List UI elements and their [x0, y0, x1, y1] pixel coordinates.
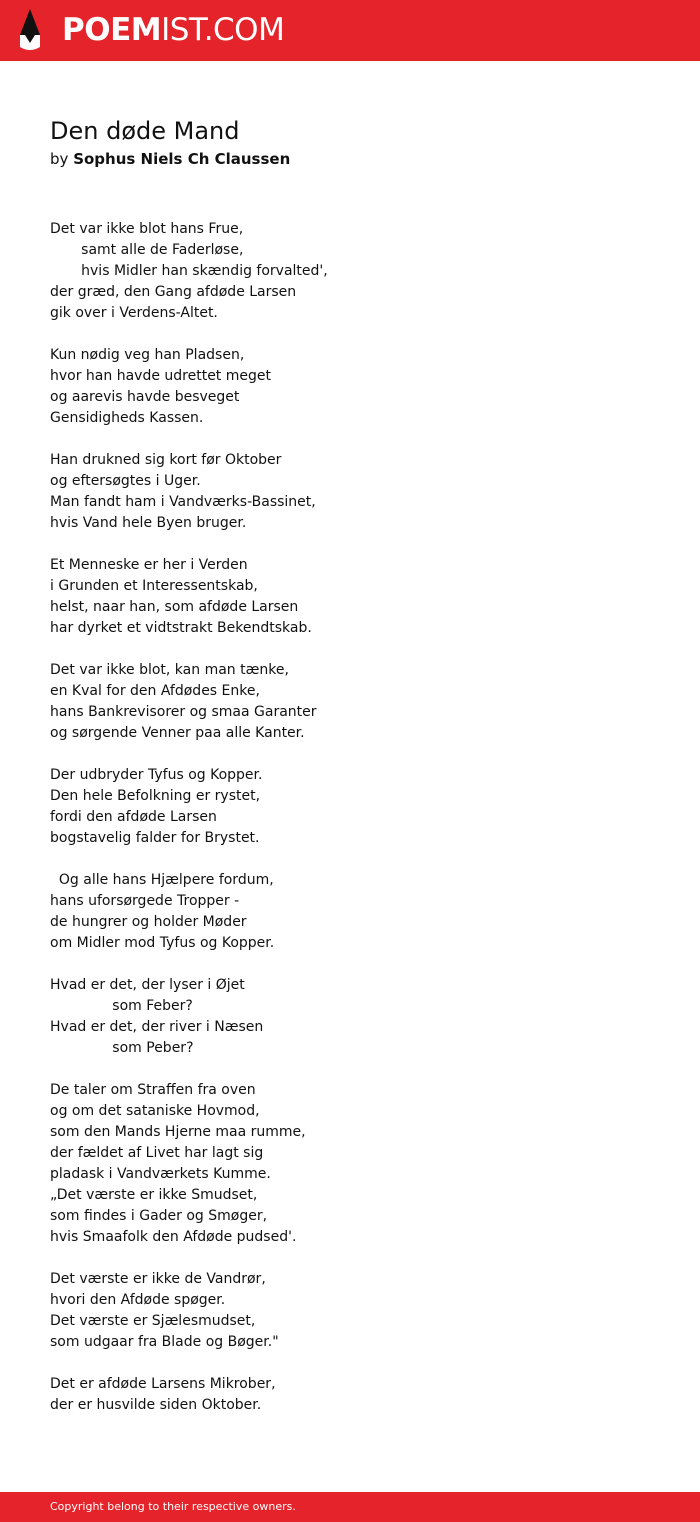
poem-line: som Feber? [50, 998, 193, 1014]
poem-line: hvis Smaafolk den Afdøde pudsed'. [50, 1229, 297, 1245]
poem-line: Hvad er det, der lyser i Øjet [50, 977, 245, 993]
poem-line: som udgaar fra Blade og Bøger." [50, 1334, 279, 1350]
poem-line: Og alle hans Hjælpere fordum, [50, 872, 274, 888]
poem-line: Den hele Befolkning er rystet, [50, 788, 261, 804]
poem-line: hans Bankrevisorer og smaa Garanter [50, 704, 317, 720]
poem-line: hvis Midler han skændig forvalted', [50, 263, 328, 279]
site-logo[interactable] [62, 12, 284, 48]
poem-line: hans uforsørgede Tropper - [50, 893, 240, 909]
poem-line: har dyrket et vidtstrakt Bekendtskab. [50, 620, 312, 636]
poem-line: Han drukned sig kort før Oktober [50, 452, 282, 468]
poem-line: Det var ikke blot, kan man tænke, [50, 662, 289, 678]
poem-line: Hvad er det, der river i Næsen [50, 1019, 264, 1035]
poem-stanza [50, 1080, 650, 1248]
poem-line: „Det værste er ikke Smudset, [50, 1187, 258, 1203]
poem-stanza [50, 975, 650, 1059]
poem-title: Den døde Mand [50, 117, 240, 145]
logo-bold-text: POEM [62, 12, 162, 48]
poem-line: Det værste er ikke de Vandrør, [50, 1271, 266, 1287]
poem-line: Kun nødig veg han Pladsen, [50, 347, 245, 363]
poem-line: hvori den Afdøde spøger. [50, 1292, 226, 1308]
site-header [0, 0, 700, 61]
poem-line: fordi den afdøde Larsen [50, 809, 217, 825]
poem-line: i Grunden et Interessentskab, [50, 578, 258, 594]
poem-stanza [50, 555, 650, 639]
poem-line: Det værste er Sjælesmudset, [50, 1313, 256, 1329]
site-footer [0, 1492, 700, 1522]
poem-line: en Kval for den Afdødes Enke, [50, 683, 260, 699]
poem-line: bogstavelig falder for Brystet. [50, 830, 260, 846]
copyright-notice: Copyright belong to their respective owners. [50, 1500, 296, 1513]
poem-stanza [50, 1269, 650, 1353]
poem-line: som findes i Gader og Smøger, [50, 1208, 268, 1224]
poem-line: de hungrer og holder Møder [50, 914, 247, 930]
poem-line: gik over i Verdens-Altet. [50, 305, 218, 321]
poem-line: pladask i Vandværkets Kumme. [50, 1166, 271, 1182]
pencil-tip-icon[interactable] [18, 9, 42, 51]
poem-line: som Peber? [50, 1040, 194, 1056]
poem-stanza [50, 219, 650, 324]
poem-line: om Midler mod Tyfus og Kopper. [50, 935, 275, 951]
poem-line: Det er afdøde Larsens Mikrober, [50, 1376, 276, 1392]
poem-stanza [50, 1374, 650, 1416]
poem-line: og eftersøgtes i Uger. [50, 473, 201, 489]
poem-line: Der udbryder Tyfus og Kopper. [50, 767, 263, 783]
poem-line: De taler om Straffen fra oven [50, 1082, 256, 1098]
byline [50, 149, 290, 169]
poem-line: samt alle de Faderløse, [50, 242, 244, 258]
poem-line: Gensidigheds Kassen. [50, 410, 204, 426]
poem-line: Det var ikke blot hans Frue, [50, 221, 244, 237]
poem-line: der græd, den Gang afdøde Larsen [50, 284, 297, 300]
poem-body [50, 219, 650, 1437]
author-name[interactable]: Sophus Niels Ch Claussen [73, 150, 291, 168]
poem-line: der fældet af Livet har lagt sig [50, 1145, 264, 1161]
poem-line: hvor han havde udrettet meget [50, 368, 271, 384]
poem-stanza [50, 765, 650, 849]
poem-line: der er husvilde siden Oktober. [50, 1397, 262, 1413]
poem-stanza [50, 870, 650, 954]
poem-line: Et Menneske er her i Verden [50, 557, 248, 573]
poem-line: Man fandt ham i Vandværks-Bassinet, [50, 494, 316, 510]
byline-prefix: by [50, 150, 69, 168]
poem-line: og sørgende Venner paa alle Kanter. [50, 725, 305, 741]
poem-line: helst, naar han, som afdøde Larsen [50, 599, 299, 615]
poem-line: og om det sataniske Hovmod, [50, 1103, 260, 1119]
poem-line: hvis Vand hele Byen bruger. [50, 515, 247, 531]
poem-stanza [50, 345, 650, 429]
poem-line: som den Mands Hjerne maa rumme, [50, 1124, 306, 1140]
poem-stanza [50, 660, 650, 744]
poem-line: og aarevis havde besveget [50, 389, 240, 405]
logo-light-text: IST.COM [161, 12, 285, 48]
poem-stanza [50, 450, 650, 534]
